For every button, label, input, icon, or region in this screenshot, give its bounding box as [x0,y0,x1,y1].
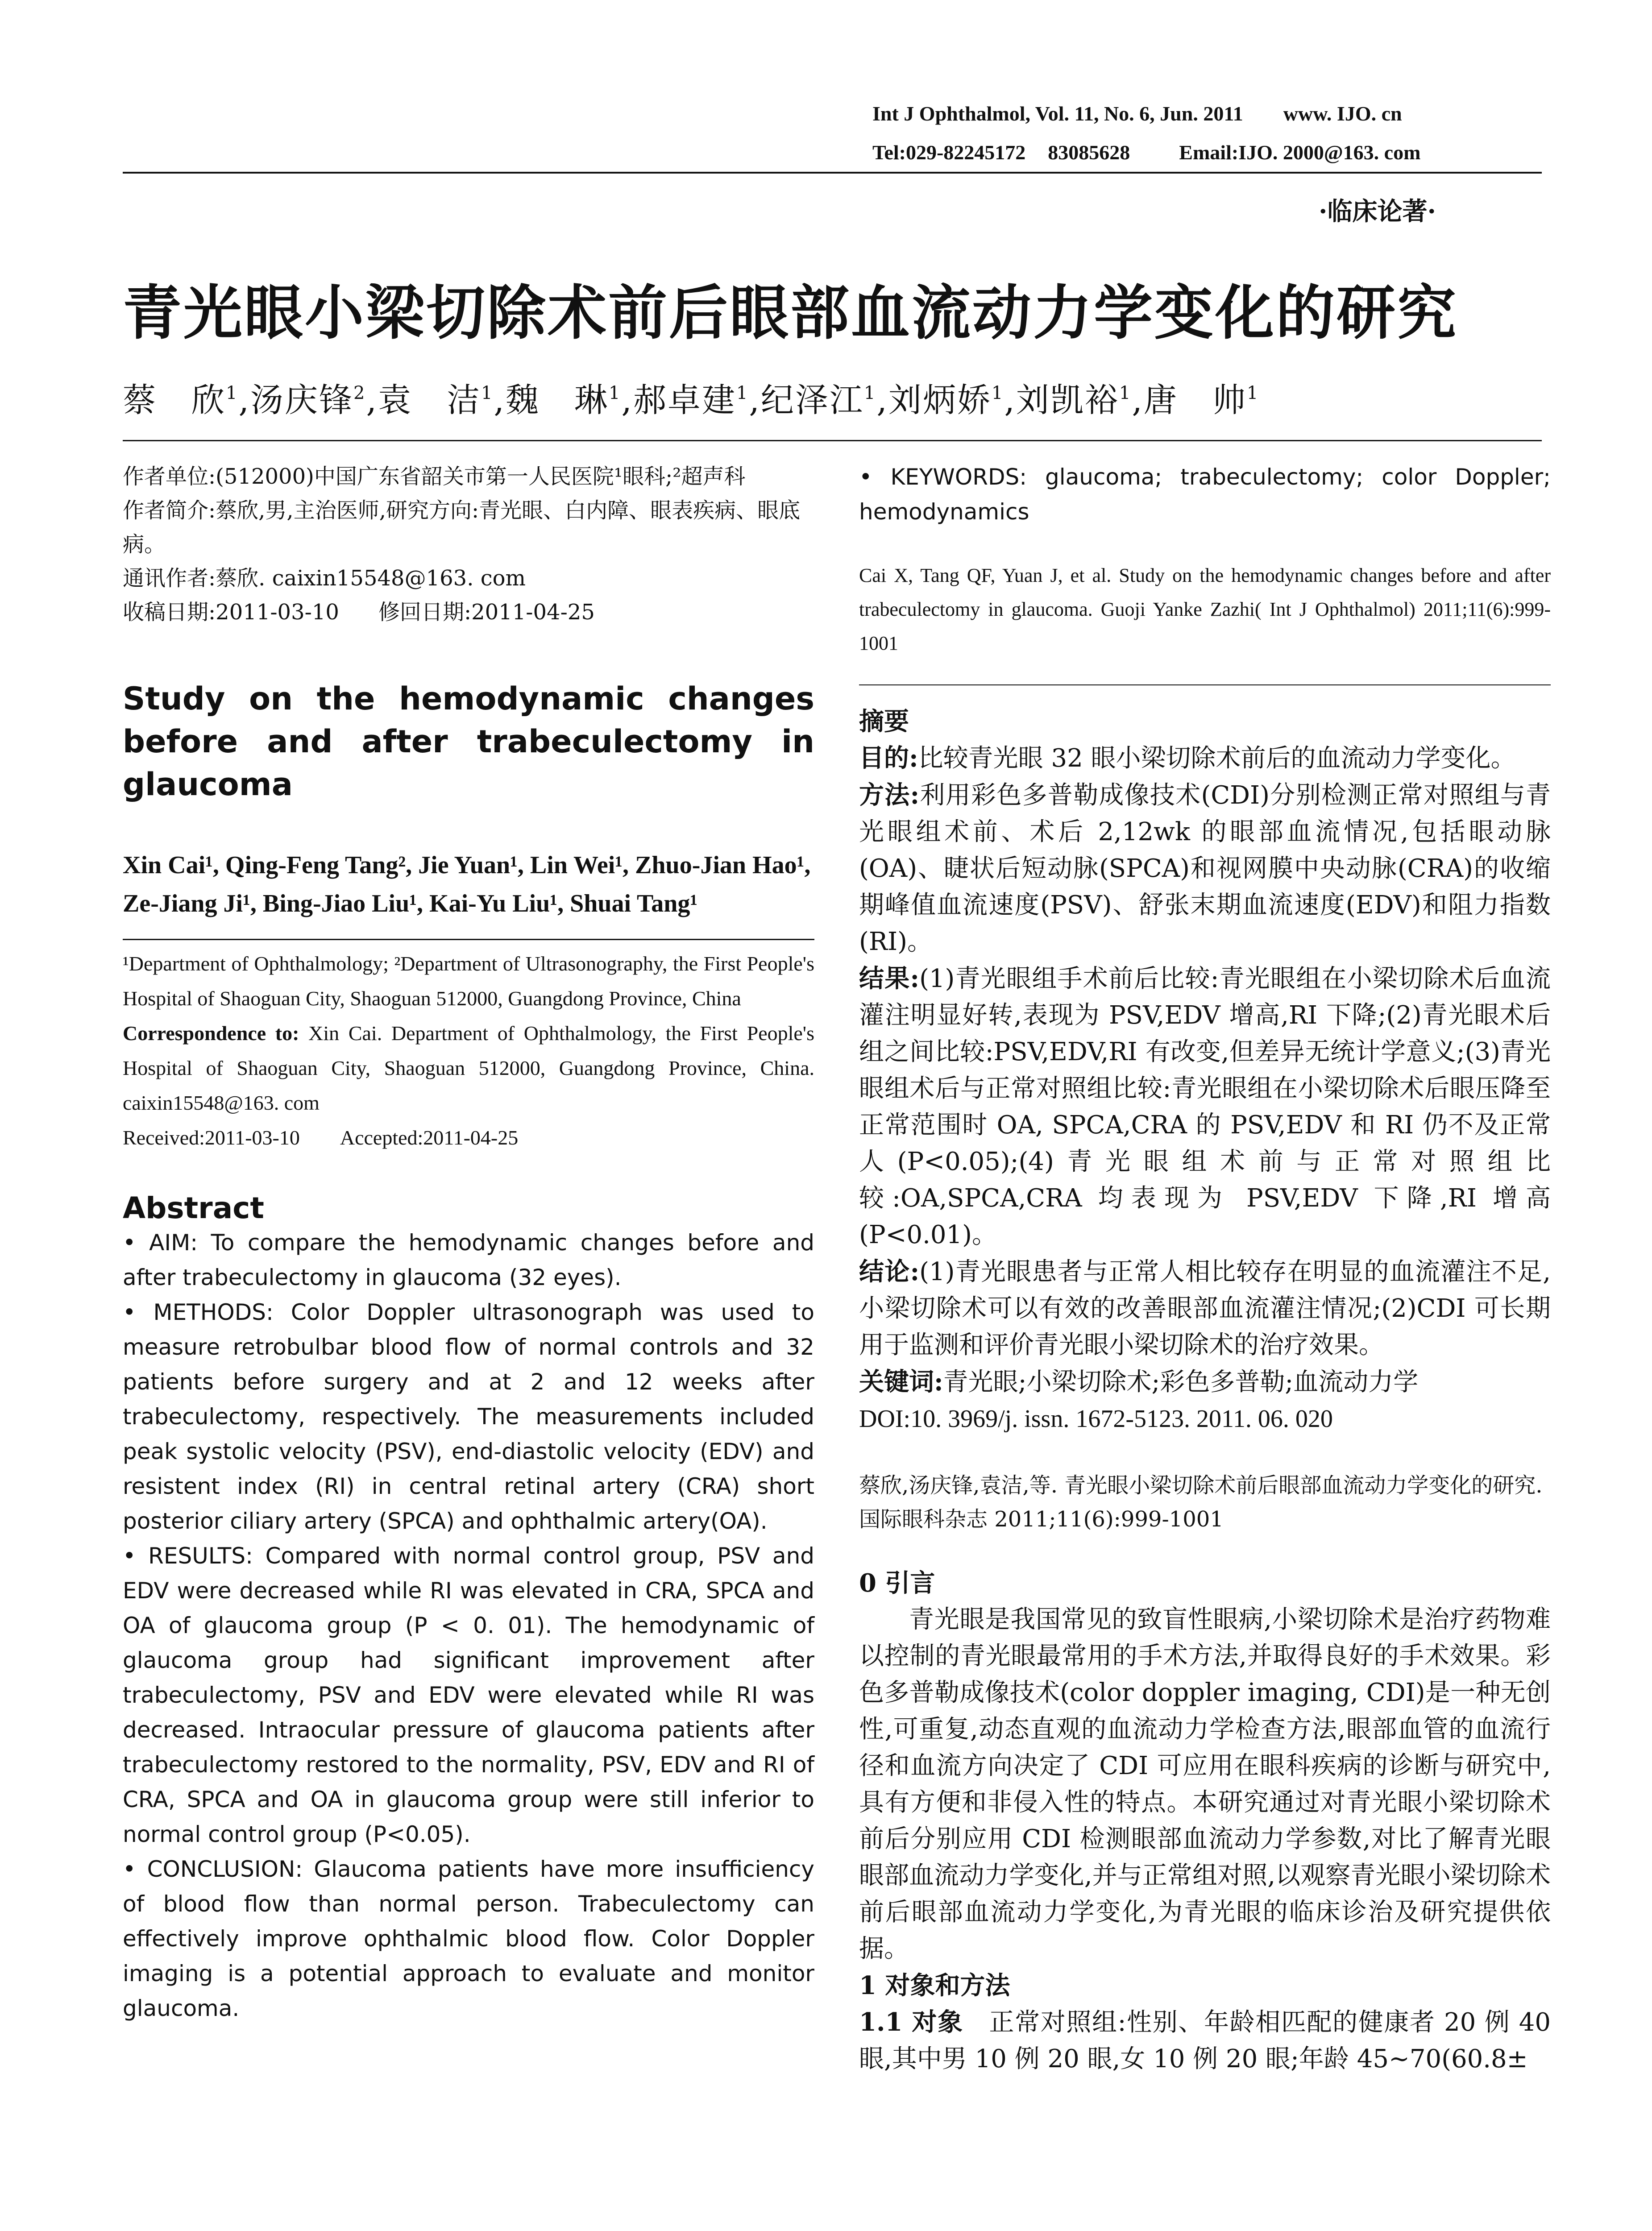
author-cn: 蔡 欣$^1$ [123,381,239,419]
author-affiliation-mark: 1 [226,383,239,403]
abstract-cn-aim [859,740,1551,777]
journal-citation: Int J Ophthalmol, Vol. 11, No. 6, Jun. 2011 [872,102,1243,125]
abstract-cn-keywords [859,1364,1551,1401]
author-bio: 作者简介:蔡欣,男,主治医师,研究方向:青光眼、白内障、眼表疾病、眼底病。 [123,498,801,557]
author-affiliation-mark: 1 [1119,383,1132,403]
article-title-en: Study on the hemodynamic changes before and after trabeculectomy in glaucoma [123,680,814,803]
abstract-aim: • AIM: To compare the hemodynamic changes before and after trabeculectomy in glaucoma (32 eyes). [123,1230,814,1290]
section-label: ·临床论著· [1319,197,1436,226]
abstract-methods: • METHODS: Color Doppler ultrasonograph was used to measure retrobulbar blood flow of normal controls and 32 patients before surgery and at 2 and 12 weeks after trabeculectomy, respectively. The measurements included peak systolic velocity (PSV), end-diastolic velocity (EDV) and resistent index (RI) in central retinal artery (CRA) short posterior ciliary artery (SPCA) and ophthalmic artery(OA). [123,1299,814,1534]
methods-heading: 1 对象和方法 [859,1971,1010,2000]
abstract-heading: Abstract [123,1191,264,1225]
keywords-en: • KEYWORDS: glaucoma; trabeculectomy; color Doppler; hemodynamics [859,464,1551,525]
subjects-text: 正常对照组:性别、年龄相匹配的健康者 20 例 40 眼,其中男 10 例 20 眼,女 10 例 20 眼;年龄 45~70(60.8± [859,2008,1551,2073]
author-cn: 郝卓建$^1$ [633,381,749,419]
author-cn: 纪泽江$^1$ [760,381,877,419]
revised-date-cn: 修回日期:2011-04-25 [378,600,595,625]
journal-email[interactable]: Email:IJO. 2000@163. com [1179,141,1421,164]
abstract-cn-results [859,960,1551,1253]
corresponding-author: 通讯作者:蔡欣. caixin15548@163. com [123,566,526,591]
correspondence-text: Xin Cai. Department of Ophthalmology, the First People's Hospital of Shaoguan City, Shaoguan 512000, Guangdong Province, China. caixin15548@163. com [123,1022,814,1114]
methods-label-cn: 方法: [859,780,920,810]
abstract-en [123,1225,814,2026]
body-text [859,1565,1551,2078]
journal-header-line2 [872,141,1542,164]
intro-heading: 0 引言 [859,1568,935,1598]
author-unit: 作者单位:(512000)中国广东省韶关市第一人民医院¹眼科;²超声科 [123,464,746,489]
author-cn: 魏 琳$^1$ [505,381,622,419]
journal-header-line1 [872,102,1542,125]
dates-cn [123,595,814,629]
abstract-cn-methods [859,777,1551,960]
conclusion-text-cn: (1)青光眼患者与正常人相比较存在明显的血流灌注不足,小梁切除术可以有效的改善眼部血流灌注情况;(2)CDI 可长期用于监测和评价青光眼小梁切除术的治疗效果。 [859,1257,1551,1360]
abstract-results: • RESULTS: Compared with normal control group, PSV and EDV were decreased while RI was elevated in CRA, SPCA and OA of glaucoma group (P < 0. 01). The hemodynamic of glaucoma group had significant improvement after trabeculectomy, PSV and EDV were elevated while RI was decreased. Intraocular pressure of glaucoma patients after trabeculectomy restored to the normality, PSV, EDV and RI of CRA, SPCA and OA in glaucoma group were still inferior to normal control group (P<0.05). [123,1543,814,1847]
abstract-cn-rule [859,684,1551,685]
correspondence-label: Correspondence to: [123,1022,299,1045]
aim-label-cn: 目的: [859,743,918,773]
methods-text-cn: 利用彩色多普勒成像技术(CDI)分别检测正常对照组与青光眼组术前、术后 2,12wk 的眼部血流情况,包括眼动脉(OA)、睫状后短动脉(SPCA)和视网膜中央动脉(CRA)的收缩期峰值血流速度(PSV)、舒张末期血流速度(EDV)和阻力指数(RI)。 [859,781,1551,956]
abstract-cn-conclusion [859,1253,1551,1364]
author-info-cn [123,460,814,629]
subjects-heading: 1.1 对象 [859,2007,963,2037]
affiliation-rule [123,939,814,940]
affiliation-en: ¹Department of Ophthalmology; ²Department of Ultrasonography, the First People's Hospital of Shaoguan City, Shaoguan 512000, Guangdong Province, China [123,952,814,1010]
author-affiliation-mark: 1 [991,383,1004,403]
subjects-paragraph [859,2004,1551,2078]
author-affiliation-mark: 1 [736,383,749,403]
author-affiliation-mark: 1 [1246,383,1260,403]
author-cn: 袁 洁$^1$ [378,381,494,419]
received-date-en: Received:2011-03-10 [123,1126,300,1149]
dates-en [123,1120,814,1155]
keywords-label-cn: 关键词: [859,1367,943,1397]
author-list-en: Xin Cai¹, Qing-Feng Tang², Jie Yuan¹, Lin Wei¹, Zhuo-Jian Hao¹, Ze-Jiang Ji¹, Bing-Jiao Liu¹, Kai-Yu Liu¹, Shuai Tang¹ [123,851,811,917]
author-cn: 刘炳娇$^1$ [888,381,1004,419]
author-cn: 刘凯裕$^1$ [1016,381,1132,419]
keywords-text-cn: 青光眼;小梁切除术;彩色多普勒;血流动力学 [943,1368,1419,1397]
intro-paragraph: 青光眼是我国常见的致盲性眼病,小梁切除术是治疗药物难以控制的青光眼最常用的手术方法,并取得良好的手术效果。彩色多普勒成像技术(color doppler imaging, CDI)是一种无创性,可重复,动态直观的血流动力学检查方法,眼部血管的血流行径和血流方向决定了 CDI 可应用在眼科疾病的诊断与研究中,具有方便和非侵入性的特点。本研究通过对青光眼小梁切除术前后分别应用 CDI 检测眼部血流动力学参数,对比了解青光眼眼部血流动力学变化,并与正常组对照,以观察青光眼小梁切除术前后眼部血流动力学变化,为青光眼的临床诊治及研究提供依据。 [859,1605,1551,1963]
results-text-cn: (1)青光眼组手术前后比较:青光眼组在小梁切除术后血流灌注明显好转,表现为 PSV,EDV 增高,RI 下降;(2)青光眼术后组之间比较:PSV,EDV,RI 有改变,但差异无统计学意义;(3)青光眼组术后与正常对照组比较:青光眼组在小梁切除术后眼压降至正常范围时 OA, SPCA,CRA 的 PSV,EDV 和 RI 仍不及正常人(P<0.05);(4)青光眼组术前与正常对照组比较:OA,SPCA,CRA 均表现为 PSV,EDV 下降,RI 增高(P<0.01)。 [859,964,1551,1249]
results-label-cn: 结果: [859,964,920,993]
citation-cn: 蔡欣,汤庆锋,袁洁,等. 青光眼小梁切除术前后眼部血流动力学变化的研究. 国际眼科杂志 2011;11(6):999-1001 [859,1473,1543,1532]
article-title-cn: 青光眼小梁切除术前后眼部血流动力学变化的研究 [123,278,1458,348]
conclusion-label-cn: 结论: [859,1257,920,1286]
right-column [859,460,1551,2078]
author-affiliation-mark: 1 [481,383,494,403]
received-date-cn: 收稿日期:2011-03-10 [123,600,339,625]
author-affiliation-mark: 1 [608,383,622,403]
abstract-cn [859,703,1551,1437]
header-rule [123,172,1542,174]
correspondence-en [123,1016,814,1120]
title-rule [123,440,1542,441]
author-list-cn: 蔡 欣$^1$,汤庆锋$^2$,袁 洁$^1$,魏 琳$^1$,郝卓建$^1$,纪泽江$^1$,刘炳娇$^1$,刘凯裕$^1$,唐 帅$^1$ [123,381,1260,419]
author-affiliation-mark: 1 [863,383,877,403]
journal-tel2: 83085628 [1048,141,1130,164]
abstract-conclusion: • CONCLUSION: Glaucoma patients have more insufficiency of blood flow than normal person. Trabeculectomy can effectively improve ophthalmic blood flow. Color Doppler imaging is a potential approach to evaluate and monitor glaucoma. [123,1856,814,2021]
journal-url[interactable]: www. IJO. cn [1283,102,1402,125]
left-column [123,460,814,2026]
author-cn: 唐 帅$^1$ [1143,381,1260,419]
accepted-date-en: Accepted:2011-04-25 [340,1126,519,1149]
aim-text-cn: 比较青光眼 32 眼小梁切除术前后的血流动力学变化。 [918,744,1516,773]
citation-en: Cai X, Tang QF, Yuan J, et al. Study on the hemodynamic changes before and after trabeculectomy in glaucoma. Guoji Yanke Zazhi( Int J Ophthalmol) 2011;11(6):999-1001 [859,564,1551,654]
doi: DOI:10. 3969/j. issn. 1672-5123. 2011. 06. 020 [859,1405,1333,1433]
abstract-heading-cn: 摘要 [859,707,909,736]
author-cn: 汤庆锋$^2$ [250,381,366,419]
author-affiliation-mark: 2 [353,383,366,403]
journal-tel: Tel:029-82245172 [872,141,1026,164]
